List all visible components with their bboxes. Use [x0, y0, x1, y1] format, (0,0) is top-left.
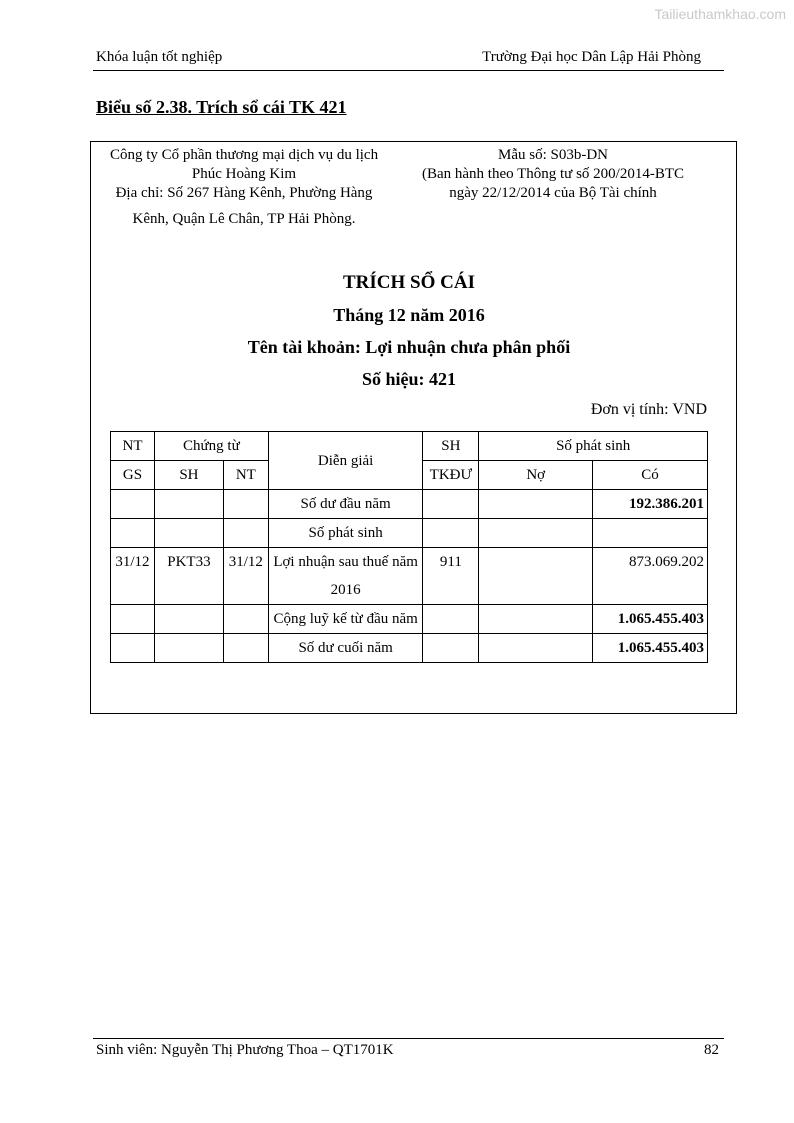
- footer-divider: [93, 1038, 724, 1039]
- company-line-4: Kênh, Quận Lê Chân, TP Hải Phòng.: [132, 211, 356, 227]
- cell-dien-giai: Số dư cuối năm: [268, 634, 423, 663]
- cell-ntgs: 31/12: [111, 548, 155, 605]
- company-line-2: Phúc Hoàng Kim: [191, 166, 297, 182]
- cell-ntgs: [111, 605, 155, 634]
- cell-co: 1.065.455.403: [593, 634, 708, 663]
- table-row: [111, 519, 708, 548]
- cell-sh: PKT33: [154, 548, 223, 605]
- ledger-period: Tháng 12 năm 2016: [333, 305, 485, 325]
- table-row: [111, 548, 708, 605]
- cell-nt: [223, 605, 268, 634]
- cell-nt: [223, 490, 268, 519]
- cell-sh: [154, 605, 223, 634]
- cell-tkdu: [423, 519, 479, 548]
- cell-nt: [223, 634, 268, 663]
- cell-co: 1.065.455.403: [593, 605, 708, 634]
- table-row: [111, 634, 708, 663]
- cell-ntgs: [111, 634, 155, 663]
- form-issued: (Ban hành theo Thông tư số 200/2014-BTC: [421, 166, 684, 182]
- col-chung-tu: Chứng từ: [154, 432, 268, 461]
- col-so-phat-sinh: Số phát sinh: [479, 432, 708, 461]
- col-co: Có: [593, 461, 708, 490]
- col-sh: SH: [154, 461, 223, 490]
- cell-nt: 31/12: [223, 548, 268, 605]
- figure-caption: Biểu số 2.38. Trích sổ cái TK 421: [96, 97, 347, 117]
- table-row: [111, 605, 708, 634]
- company-line-3: Địa chỉ: Số 267 Hàng Kênh, Phường Hàng: [115, 185, 373, 201]
- footer-student: Sinh viên: Nguyễn Thị Phương Thoa – QT1701K: [96, 1042, 394, 1058]
- col-no: Nợ: [479, 461, 593, 490]
- header-right: Trường Đại học Dân Lập Hải Phòng: [482, 49, 701, 65]
- company-info: [98, 146, 390, 229]
- ledger-title: TRÍCH SỔ CÁI: [343, 272, 475, 293]
- col-ntgs-top: NT: [111, 432, 155, 461]
- cell-dien-giai: Lợi nhuận sau thuế năm 2016: [268, 548, 423, 605]
- cell-no: [479, 548, 593, 605]
- cell-co: 873.069.202: [593, 548, 708, 605]
- currency-unit: Đơn vị tính: VND: [590, 401, 707, 418]
- cell-no: [479, 605, 593, 634]
- cell-dien-giai: Số phát sinh: [268, 519, 423, 548]
- cell-sh: [154, 490, 223, 519]
- form-code: Mẫu số: S03b-DN: [497, 147, 608, 163]
- cell-no: [479, 519, 593, 548]
- col-tkdu-bottom: TKĐƯ: [423, 461, 479, 490]
- account-name: Tên tài khoản: Lợi nhuận chưa phân phối: [247, 337, 571, 357]
- table-row: [111, 490, 708, 519]
- header-left: Khóa luận tốt nghiệp: [96, 49, 223, 65]
- table-header-row-1: [111, 432, 708, 461]
- account-number: Số hiệu: 421: [361, 369, 457, 389]
- col-ntgs-bottom: GS: [111, 461, 155, 490]
- page-number: 82: [704, 1042, 719, 1058]
- cell-no: [479, 490, 593, 519]
- cell-tkdu: [423, 634, 479, 663]
- cell-tkdu: 911: [423, 548, 479, 605]
- col-tkdu-top: SH: [423, 432, 479, 461]
- cell-co: 192.386.201: [593, 490, 708, 519]
- cell-sh: [154, 519, 223, 548]
- cell-dien-giai: Cộng luỹ kế từ đầu năm: [268, 605, 423, 634]
- cell-co: [593, 519, 708, 548]
- cell-no: [479, 634, 593, 663]
- col-dien-giai: Diễn giải: [268, 432, 423, 490]
- cell-tkdu: [423, 490, 479, 519]
- company-line-1: Công ty Cổ phần thương mại dịch vụ du lịch: [109, 147, 379, 163]
- ledger-table: [110, 431, 708, 663]
- cell-ntgs: [111, 490, 155, 519]
- cell-nt: [223, 519, 268, 548]
- header-divider: [93, 70, 724, 71]
- form-date: ngày 22/12/2014 của Bộ Tài chính: [449, 185, 657, 201]
- cell-dien-giai: Số dư đầu năm: [268, 490, 423, 519]
- watermark: Tailieuthamkhao.com: [654, 6, 786, 22]
- cell-sh: [154, 634, 223, 663]
- cell-ntgs: [111, 519, 155, 548]
- cell-tkdu: [423, 605, 479, 634]
- col-nt: NT: [223, 461, 268, 490]
- form-info: [405, 146, 701, 203]
